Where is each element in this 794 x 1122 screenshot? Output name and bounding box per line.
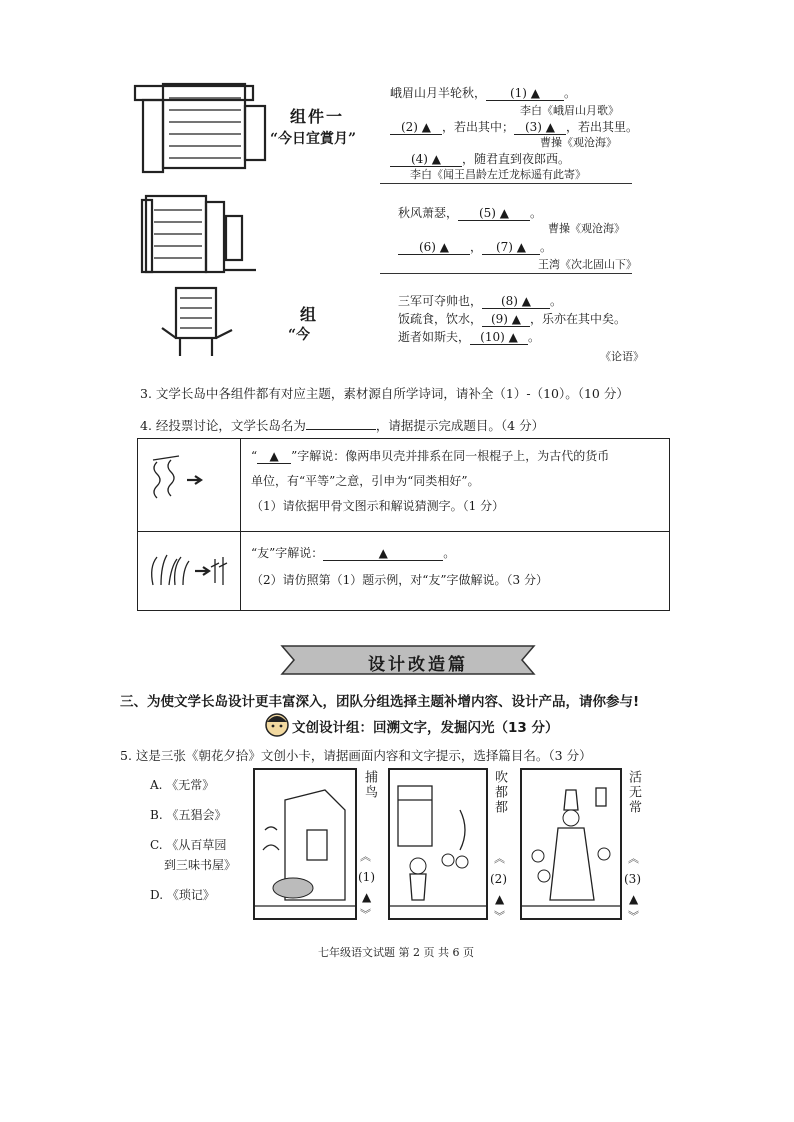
divider-2	[380, 273, 632, 274]
card-1-number: (1)	[358, 870, 375, 884]
question-3: 3. 文学长岛中各组件都有对应主题，素材源自所学诗词，请补全（1）-（10）。（10 分）	[140, 386, 629, 401]
card-1-label: 捕鸟	[362, 770, 377, 800]
card-2-mark: ▲	[495, 892, 505, 906]
question-4: 4. 经投票讨论，文学长岛名为 ，请据提示完成题目。（4 分）	[140, 418, 545, 433]
option-d: D. 《琐记》	[150, 888, 215, 902]
card-3-down-chevron-icon: ︾	[628, 910, 639, 923]
oracle-bone-cell-2	[138, 532, 241, 611]
c2-source1: 曹操《观沧海》	[548, 222, 625, 235]
blank-6: (6) ▲	[398, 240, 470, 255]
section-3-heading: 三、为使文学长岛设计更丰富深入，团队分组选择主题补增内容、设计产品，请你参与!	[120, 694, 640, 710]
card-2-down-chevron-icon: ︾	[494, 910, 505, 923]
card-2-up-chevron-icon: ︽	[494, 852, 505, 865]
blank-10: (10) ▲	[470, 330, 528, 345]
c1-line1: 峨眉山月半轮秋， (1) ▲ 。	[390, 86, 577, 100]
option-b: B. 《五猖会》	[150, 808, 227, 822]
c1-source1: 李白《峨眉山月歌》	[520, 104, 619, 117]
blank-7: (7) ▲	[482, 240, 540, 255]
component1-title: 组件一	[290, 107, 345, 126]
card-2-number: (2)	[490, 872, 507, 886]
option-a: A. 《无常》	[150, 778, 215, 792]
card-1-mark: ▲	[362, 890, 372, 904]
blank-5: (5) ▲	[458, 206, 530, 221]
card-1-image	[253, 768, 357, 920]
peng-explanation-cell: “ ▲ ”字解说：像两串贝壳并排系在同一根棍子上，为古代的货币 单位，有“平等”之意，引申为“同类相好”。 （1）请依据甲骨文图示和解说猜测字。（1 分）	[241, 439, 670, 532]
blank-9: (9) ▲	[482, 312, 530, 327]
you-explanation-cell: “友”字解说： ▲ 。 （2）请仿照第（1）题示例，对“友”字做解说。（3 分）	[241, 532, 670, 611]
character-table	[137, 438, 670, 611]
c3-line3: 逝者如斯夫， (10) ▲ 。	[398, 330, 541, 344]
c1-source3: 李白《闻王昌龄左迁龙标遥有此寄》	[410, 168, 586, 181]
card-2-image	[388, 768, 488, 920]
card-3-label: 活无常	[626, 770, 641, 815]
c2-source2: 王湾《次北固山下》	[538, 258, 637, 271]
lantern-sketch-2	[140, 192, 270, 278]
oracle-bone-you-icon	[139, 533, 239, 605]
group-title: 文创设计组：回溯文字，发掘闪光（13 分）	[292, 720, 559, 736]
c3-line1: 三军可夺帅也， (8) ▲ 。	[398, 294, 563, 308]
c2-line1: 秋风萧瑟， (5) ▲ 。	[398, 206, 543, 220]
lantern-sketch-3	[156, 284, 236, 360]
component3-subtitle: “今	[288, 327, 311, 343]
oracle-bone-peng-icon	[139, 440, 239, 526]
card-3-up-chevron-icon: ︽	[628, 852, 639, 865]
c3-source: 《论语》	[600, 350, 644, 363]
card-3-number: (3)	[624, 872, 641, 886]
option-c-line2: 到三味书屋》	[164, 858, 237, 872]
banner-title: 设计改造篇	[368, 655, 468, 675]
component1-subtitle: “今日宜賞月”	[270, 131, 357, 147]
blank-3: (3) ▲	[514, 120, 566, 135]
blank-4: (4) ▲	[390, 152, 462, 167]
card-2-label: 吹都都	[492, 770, 507, 815]
c3-line2: 饭疏食，饮水， (9) ▲ ，乐亦在其中矣。	[398, 312, 627, 326]
c2-line2: (6) ▲ ， (7) ▲ 。	[398, 238, 552, 255]
c1-source2: 曹操《观沧海》	[540, 136, 617, 149]
card-3-image	[520, 768, 622, 920]
blank-1: (1) ▲	[486, 86, 564, 101]
page-footer: 七年级语文试题 第 2 页 共 6 页	[318, 946, 474, 959]
question-5: 5. 这是三张《朝花夕拾》文创小卡，请据画面内容和文字提示，选择篇目名。（3 分）	[120, 748, 592, 763]
card-1-down-chevron-icon: ︾	[360, 908, 371, 921]
card-1-up-chevron-icon: ︽	[360, 850, 371, 863]
student-avatar-icon	[264, 712, 290, 738]
blank-peng: ▲	[257, 449, 291, 464]
blank-you: ▲	[323, 546, 443, 561]
divider-1	[380, 183, 632, 184]
card-3-mark: ▲	[629, 892, 639, 906]
oracle-bone-cell-1	[138, 439, 241, 532]
blank-8: (8) ▲	[482, 294, 550, 309]
blank-2: (2) ▲	[390, 120, 442, 135]
option-c-line1: C. 《从百草园	[150, 838, 227, 852]
c1-line2: (2) ▲ ，若出其中； (3) ▲ ，若出其里。	[390, 118, 638, 135]
component3-title: 组	[300, 305, 319, 324]
c1-line3: (4) ▲ ，随君直到夜郎西。	[390, 150, 570, 167]
